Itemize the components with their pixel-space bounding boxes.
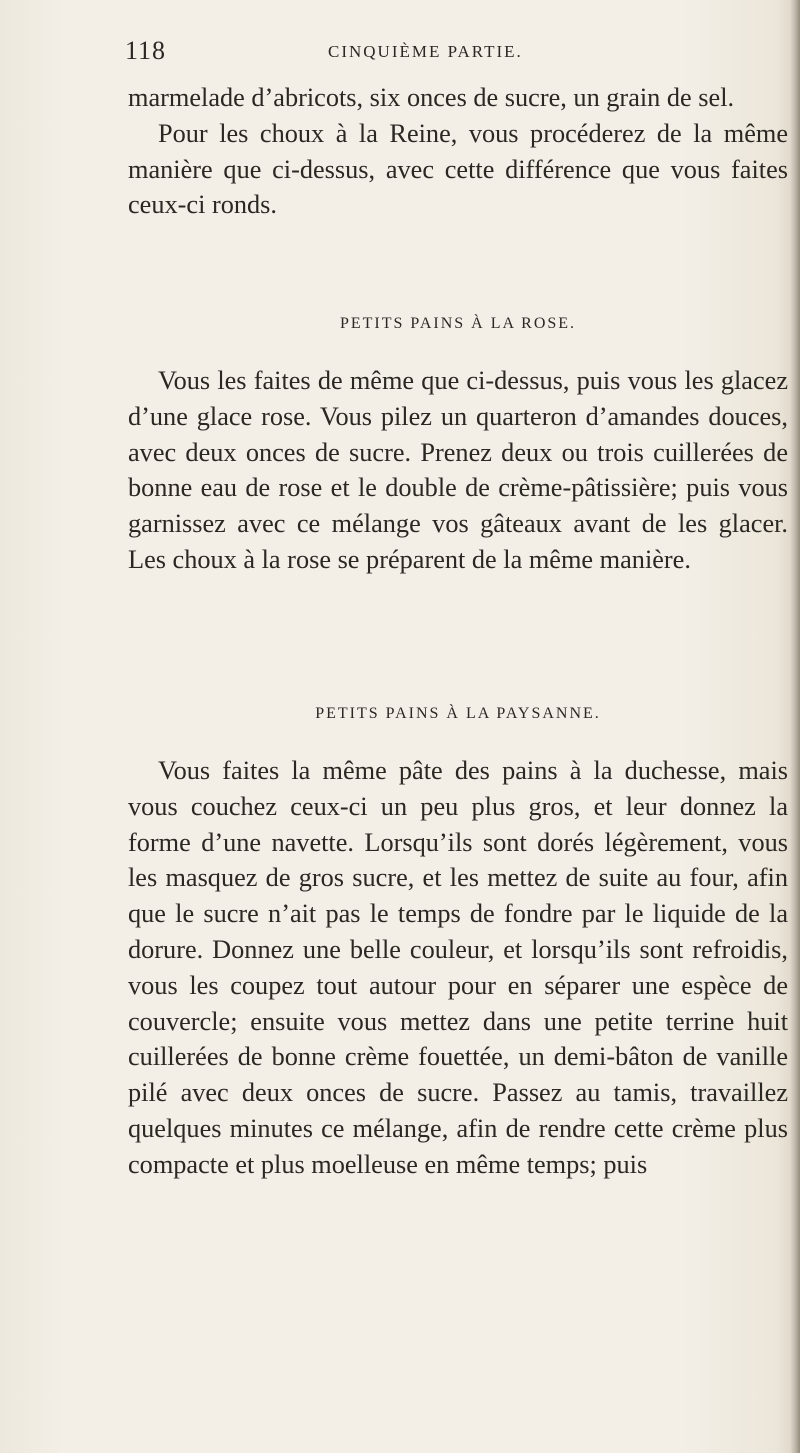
paragraph-rose: Vous les faites de même que ci-dessus, puis vous les glacez d’une glace rose. Vous pilez un quarteron d’amandes douces, avec deux onces de sucre. Prenez deux ou trois cuillerées de bonne eau de rose et le double de crème-pâtissière; puis vous garnissez avec ce mélange vos gâteaux avant de les glacer. Les choux à la rose se préparent de la même manière.	[128, 366, 788, 574]
text-block-intro	[128, 80, 788, 223]
text-block-rose	[128, 363, 788, 578]
running-head	[125, 36, 785, 66]
page-edge-shadow	[790, 0, 800, 1453]
paragraph-continuation: marmelade d’abricots, six onces de sucre, un grain de sel.	[128, 83, 735, 112]
paragraph-choux-reine: Pour les choux à la Reine, vous procéderez de la même manière que ci-dessus, avec cette différence que vous faites ceux-ci ronds.	[128, 118, 788, 220]
paragraph-paysanne: Vous faites la même pâte des pains à la duchesse, mais vous couchez ceux-ci un peu plus gros, et leur donnez la forme d’une navette. Lorsqu’ils sont dorés légèrement, vous les masquez de gros sucre, et les mettez de suite au four, afin que le sucre n’ait pas le temps de fondre par le liquide de la dorure. Donnez une belle couleur, et lorsqu’ils sont refroidis, vous les coupez tout autour pour en séparer une espèce de couvercle; ensuite vous mettez dans une petite terrine huit cuillerées de bonne crème fouettée, un demi-bâton de vanille pilé avec deux onces de sucre. Passez au tamis, travaillez quelques minutes ce mélange, afin de rendre cette crème plus compacte et plus moelleuse en même temps; puis	[128, 756, 788, 1179]
page-number: 118	[125, 36, 167, 65]
section-heading-rose: PETITS PAINS À LA ROSE.	[339, 315, 577, 332]
section-heading-paysanne: PETITS PAINS À LA PAYSANNE.	[315, 705, 601, 722]
running-title: CINQUIÈME PARTIE.	[328, 42, 523, 61]
text-block-paysanne	[128, 753, 788, 1183]
